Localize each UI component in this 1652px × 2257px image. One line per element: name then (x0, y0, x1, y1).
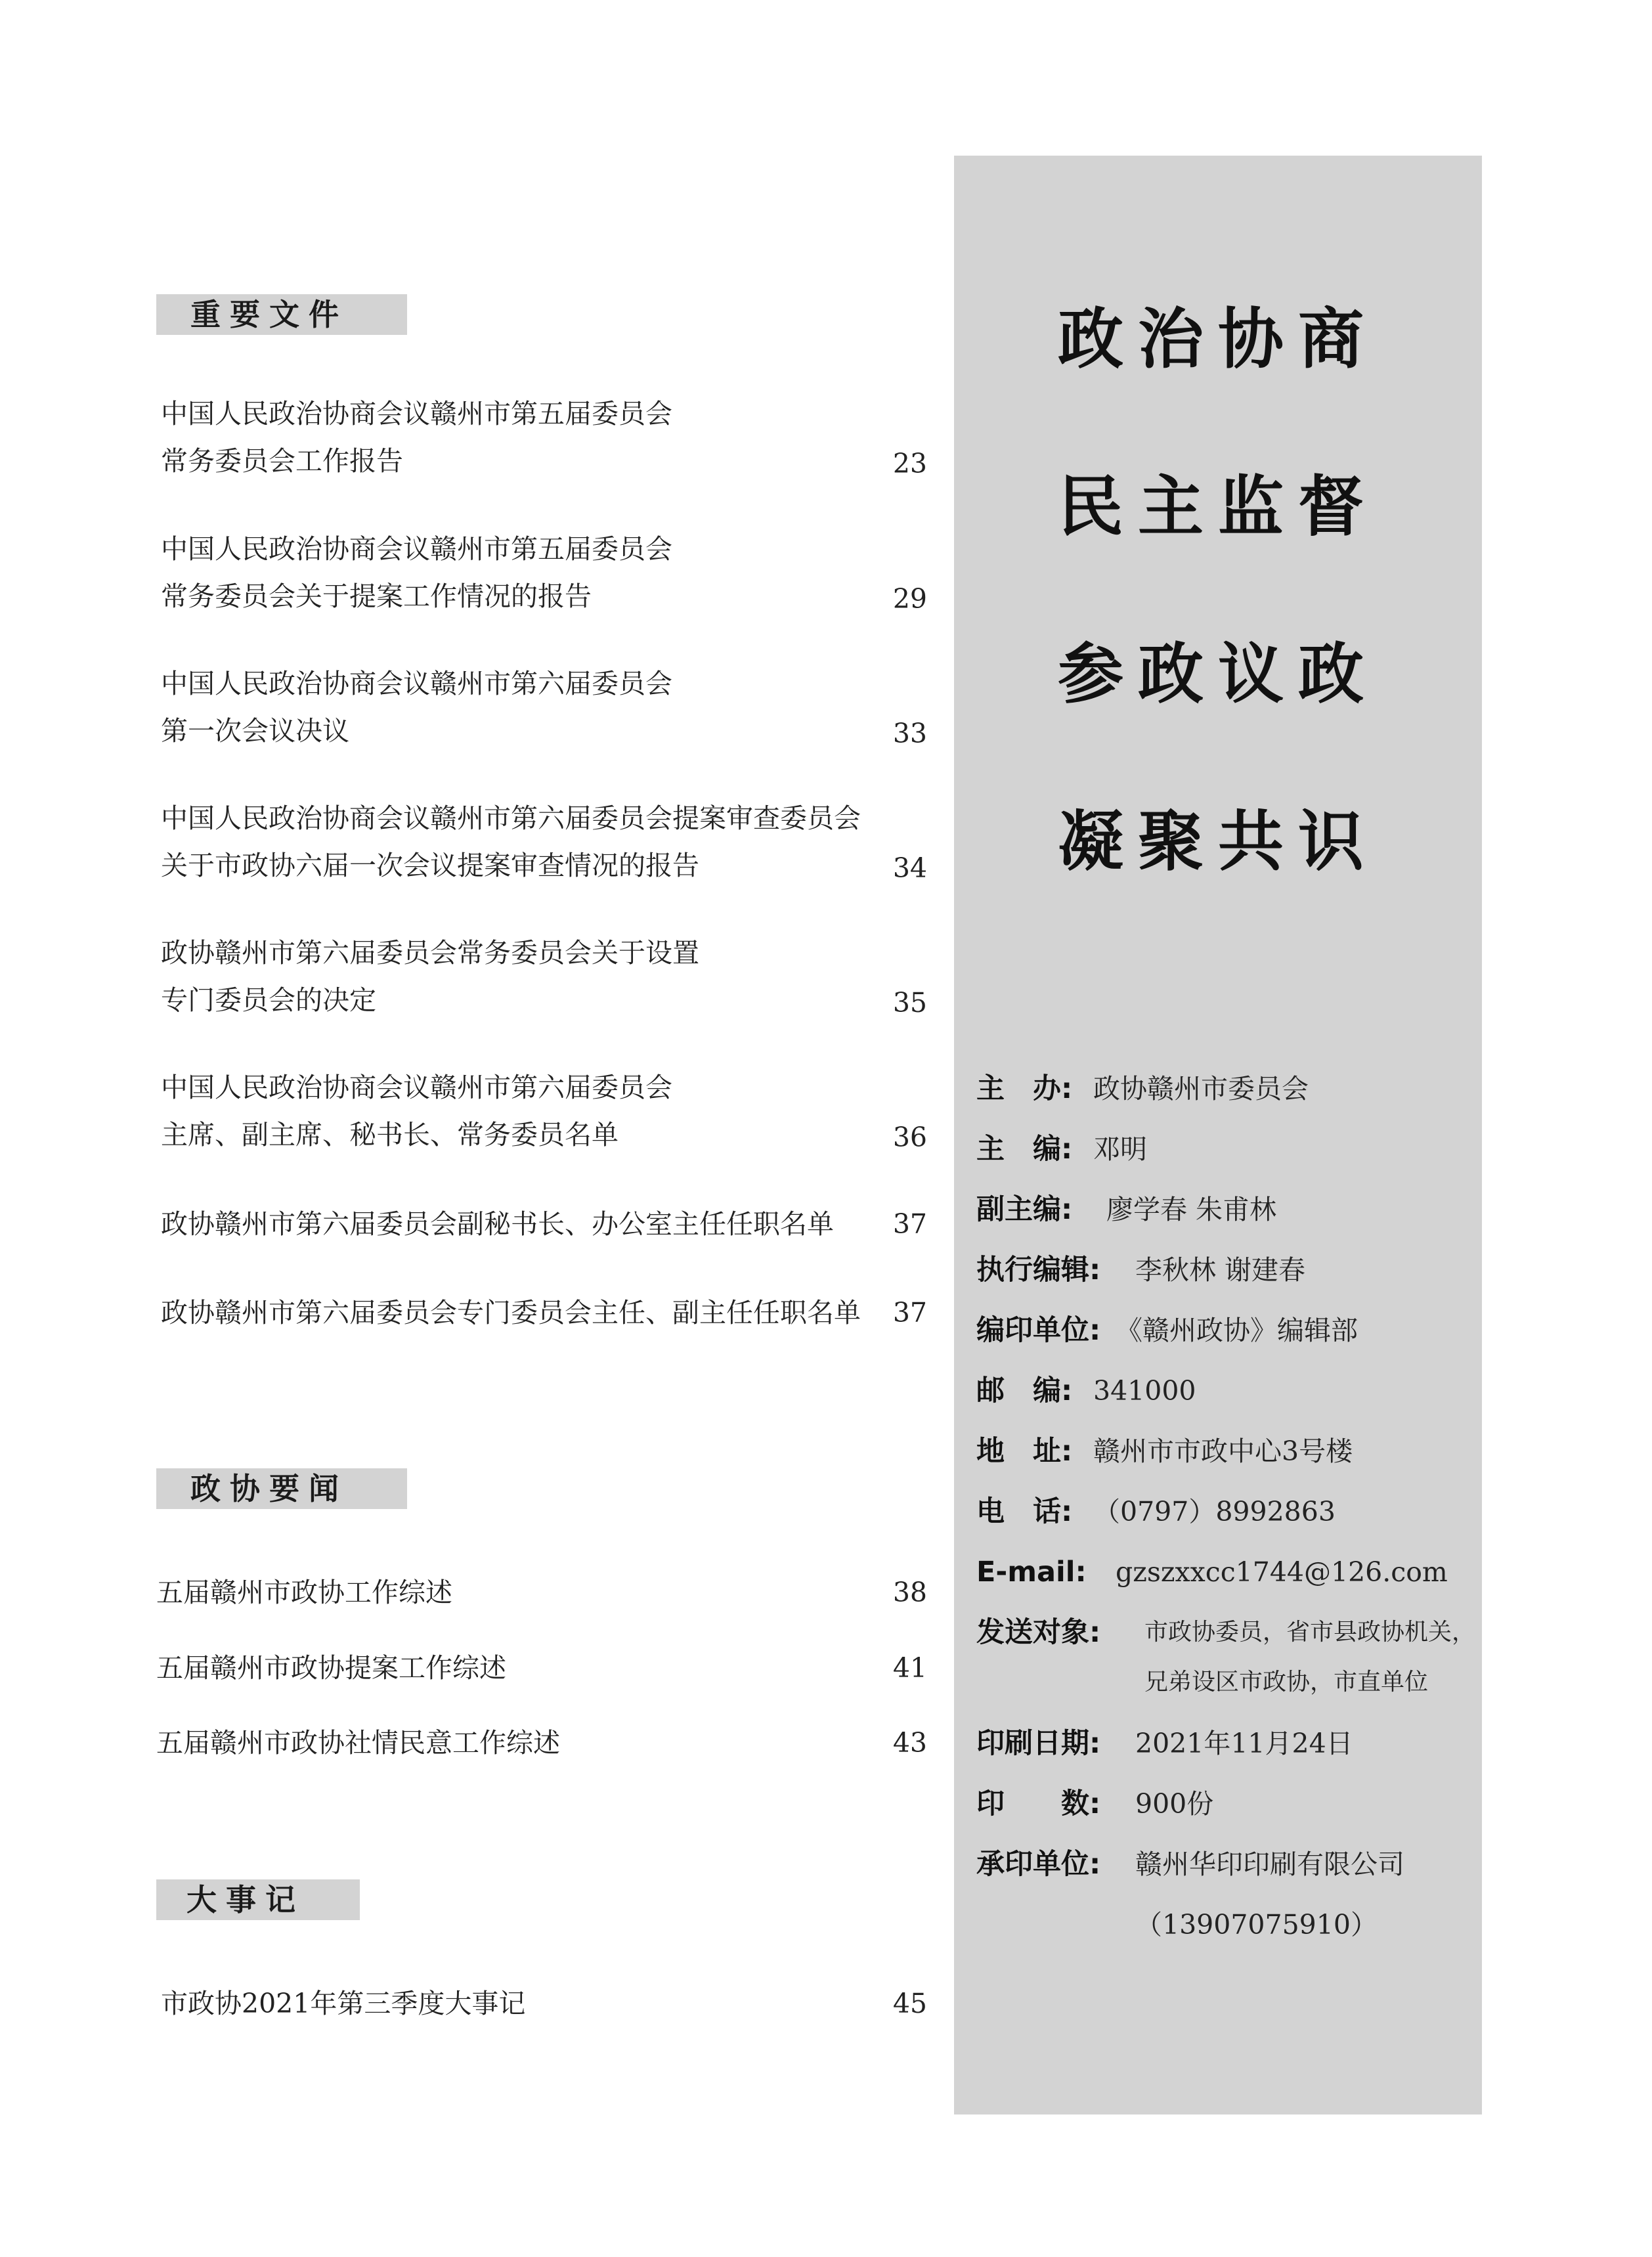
entry-title-line: 第一次会议决议 (161, 715, 349, 747)
info-label: 执行编辑: (976, 1254, 1101, 1286)
slogan-line: 民主监督 (1058, 468, 1378, 545)
info-label: 地 址: (976, 1435, 1073, 1468)
info-value: （13907075910） (1135, 1909, 1378, 1940)
entry-page-number: 41 (892, 1652, 927, 1684)
info-value: 廖学春 朱甫林 (1106, 1194, 1277, 1225)
entry-title-line: 中国人民政治协商会议赣州市第六届委员会 (161, 1072, 672, 1103)
email-link[interactable]: gzszxxcc1744@126.com (1116, 1556, 1448, 1588)
info-value: 赣州市市政中心3号楼 (1093, 1435, 1353, 1467)
entry-title-line: 专门委员会的决定 (161, 984, 376, 1016)
entry-page-number: 35 (892, 987, 927, 1019)
section-label-chronicle: 大事记 (156, 1879, 360, 1920)
info-value: 341000 (1093, 1375, 1196, 1407)
section-label-important-documents: 重要文件 (156, 294, 407, 335)
entry-title-line: 常务委员会关于提案工作情况的报告 (161, 581, 592, 612)
entry-page-number: 37 (892, 1208, 927, 1240)
info-value: 900份 (1135, 1788, 1214, 1820)
entry-title-line: 五届赣州市政协工作综述 (156, 1577, 452, 1608)
info-value: 市政协委员，省市县政协机关， (1144, 1619, 1476, 1646)
entry-title-line: 中国人民政治协商会议赣州市第六届委员会 (161, 668, 672, 699)
entry-title-line: 主席、副主席、秘书长、常务委员名单 (161, 1119, 619, 1150)
info-value: 政协赣州市委员会 (1093, 1073, 1309, 1105)
entry-page-number: 34 (892, 852, 927, 884)
masthead-sidebar (954, 156, 1482, 2115)
info-value: 2021年11月24日 (1135, 1728, 1353, 1759)
info-label: 印 数: (976, 1787, 1101, 1820)
entry-title-line: 关于市政协六届一次会议提案审查情况的报告 (161, 850, 699, 881)
entry-title-line: 中国人民政治协商会议赣州市第六届委员会提案审查委员会 (161, 802, 861, 834)
info-value: （0797）8992863 (1093, 1496, 1336, 1527)
entry-page-number: 33 (892, 718, 927, 749)
info-label: 发送对象: (976, 1616, 1101, 1649)
entry-page-number: 38 (892, 1577, 927, 1608)
info-label: 邮 编: (976, 1374, 1073, 1407)
entry-title-line: 政协赣州市第六届委员会常务委员会关于设置 (161, 937, 699, 969)
info-value: 邓明 (1093, 1133, 1147, 1165)
entry-title-line: 中国人民政治协商会议赣州市第五届委员会 (161, 533, 672, 565)
slogan-line: 参政议政 (1058, 636, 1378, 712)
entry-page-number: 43 (892, 1727, 927, 1759)
entry-title-line: 政协赣州市第六届委员会副秘书长、办公室主任任职名单 (161, 1208, 834, 1240)
entry-title-line: 常务委员会工作报告 (161, 445, 403, 477)
info-value: 《赣州政协》编辑部 (1116, 1315, 1358, 1346)
section-label-cppcc-news: 政协要闻 (156, 1468, 407, 1509)
info-label: 承印单位: (976, 1848, 1101, 1881)
entry-page-number: 23 (892, 448, 927, 479)
info-label: E-mail: (976, 1556, 1087, 1589)
entry-page-number: 45 (892, 1988, 927, 2019)
info-label: 电 话: (976, 1495, 1073, 1528)
info-label: 主 办: (976, 1072, 1073, 1105)
slogan-line: 政治协商 (1058, 301, 1378, 378)
entry-title-line: 政协赣州市第六届委员会专门委员会主任、副主任任职名单 (161, 1297, 861, 1328)
entry-page-number: 29 (892, 583, 927, 615)
info-value: 兄弟设区市政协，市直单位 (1144, 1669, 1429, 1696)
info-label: 主 编: (976, 1133, 1073, 1166)
info-label: 编印单位: (976, 1314, 1101, 1347)
info-value: 赣州华印印刷有限公司 (1135, 1849, 1404, 1880)
entry-page-number: 36 (892, 1122, 927, 1153)
info-value: 李秋林 谢建春 (1135, 1254, 1306, 1286)
info-label: 副主编: (976, 1193, 1073, 1226)
entry-title-line: 五届赣州市政协社情民意工作综述 (156, 1727, 560, 1759)
slogan-line: 凝聚共识 (1058, 803, 1378, 880)
entry-page-number: 37 (892, 1297, 927, 1328)
entry-title-line: 市政协2021年第三季度大事记 (161, 1988, 526, 2019)
entry-title-line: 五届赣州市政协提案工作综述 (156, 1652, 506, 1684)
entry-title-line: 中国人民政治协商会议赣州市第五届委员会 (161, 398, 672, 429)
info-label: 印刷日期: (976, 1727, 1101, 1760)
